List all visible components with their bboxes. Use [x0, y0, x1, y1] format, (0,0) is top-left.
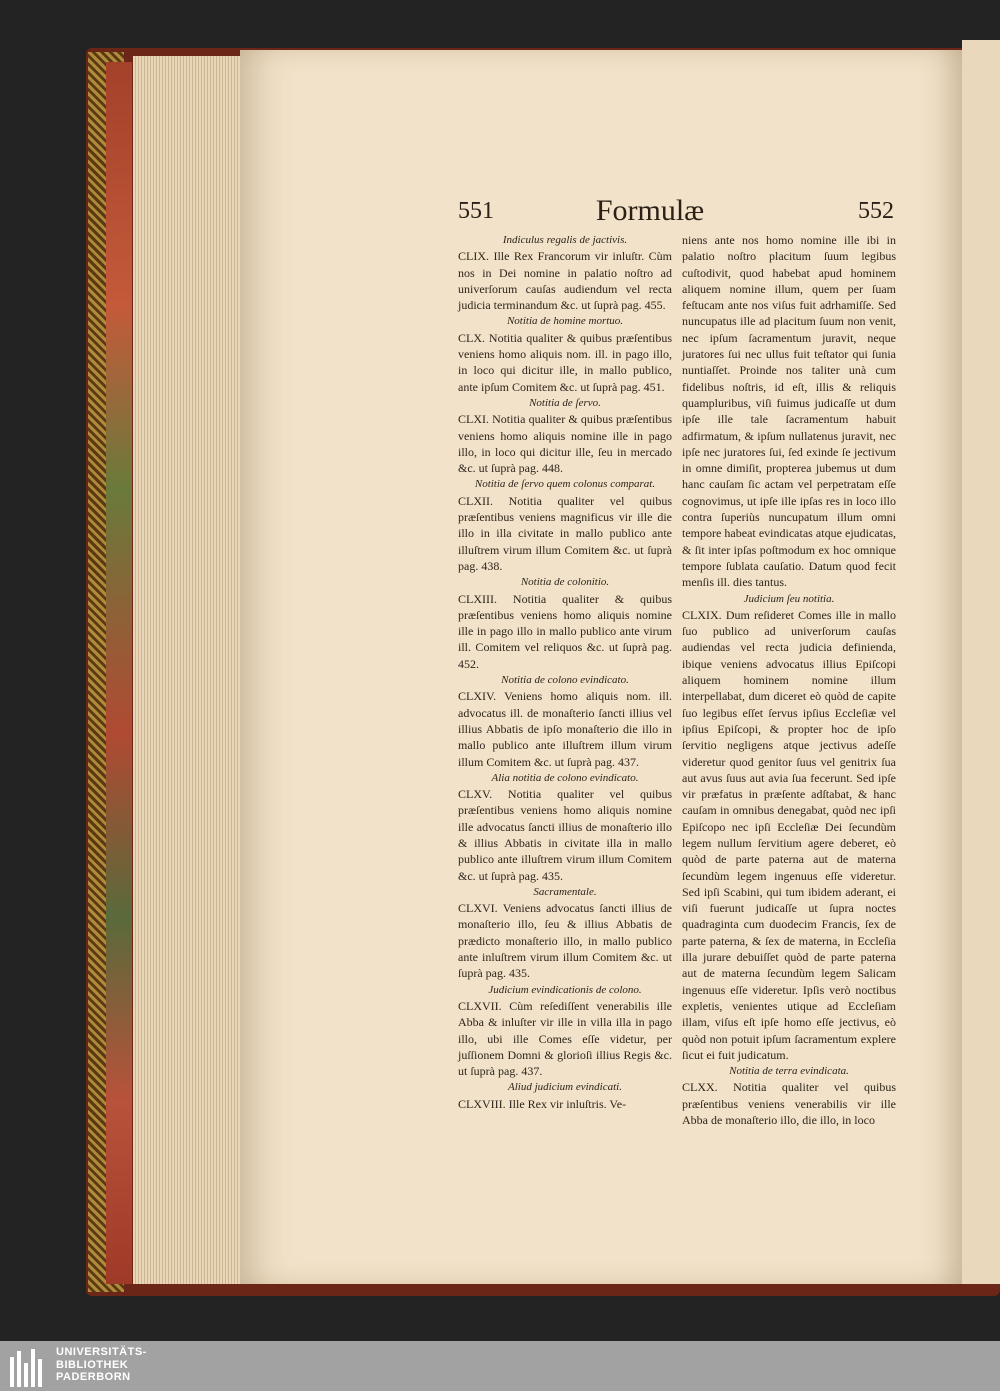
- paragraph: CLXVI. Veniens advocatus ſancti illius de monaſterio illo, ſeu & illius Abbatis de prædicto monaſterio illo, in mallo publico ante inluſtrem virum illum Comitem &c. ut ſuprà pag. 435.: [458, 901, 672, 981]
- paragraph: CLXII. Notitia qualiter vel quibus præſentibus veniens magnificus vir ille die illo in illa civitate in mallo publico ante illuſtrem virum illum Comitem &c. ut ſuprà pag. 438.: [458, 493, 672, 573]
- section-heading: Judicium ſeu notitia.: [743, 592, 835, 605]
- library-name-line1: UNIVERSITÄTS-: [56, 1346, 147, 1358]
- section-heading: Judicium evindicationis de colono.: [488, 983, 642, 996]
- paragraph: CLXIV. Veniens homo aliquis nom. ill. advocatus ill. de monaſterio ſancti illius vel illius Abbatis de ipſo monaſterio die illo in mallo publico ante illuſtrem illum virum illum Comitem &c. ut ſuprà pag. 437.: [458, 689, 672, 769]
- paragraph: CLXX. Notitia qualiter vel quibus præſentibus veniens venerabilis vir ille Abba de monaſterio illo, die illo, in loco: [682, 1080, 896, 1128]
- section-heading: Indiculus regalis de jactivis.: [502, 234, 628, 246]
- section-heading: Aliud judicium evindicati.: [508, 1081, 622, 1094]
- section-heading: Notitia de ſervo.: [529, 396, 601, 409]
- paragraph: CLXI. Notitia qualiter & quibus præſentibus veniens homo aliquis nomine ille in pago illo, in loco qui dicitur ille, ſeu in mercado &c. ut ſuprà pag. 448.: [458, 412, 672, 476]
- running-title: Formulæ: [595, 194, 705, 227]
- right-column: [682, 232, 896, 1128]
- folio-left: 551: [458, 198, 494, 224]
- library-logo-icon: [10, 1347, 50, 1387]
- library-name-line3: PADERBORN: [56, 1371, 131, 1383]
- library-name-line2: BIBLIOTHEK: [56, 1358, 129, 1371]
- folio-right: 552: [858, 198, 894, 224]
- section-heading: Notitia de colono evindicato.: [501, 674, 629, 687]
- paragraph: CLXIII. Notitia qualiter & quibus præſentibus veniens homo aliquis nomine ille in pago illo in mallo publico ante virum ill. Comitem vel reliquos &c. ut ſuprà pag. 452.: [458, 591, 672, 671]
- facing-page-edge: [962, 40, 1000, 1284]
- section-heading: Notitia de homine mortuo.: [506, 315, 624, 328]
- footer-strip: [0, 1341, 1000, 1391]
- section-heading: Sacramentale.: [533, 885, 597, 898]
- paragraph: CLXVII. Cùm reſediſſent venerabilis ille Abba & inluſter vir ille in villa illa in pago illo, ubi ille Comes eſſe videtur, per juſſionem Domni & glorioſi illius Regis &c. ut ſuprà pag. 437.: [458, 998, 672, 1079]
- paragraph: CLIX. Ille Rex Francorum vir inluſtr. Cùm nos in Dei nomine in palatio noſtro ad univerſorum cauſas audiendum vel recta judicia terminandum &c. ut ſuprà pag. 455.: [458, 249, 672, 313]
- paragraph: CLX. Notitia qualiter & quibus præſentibus veniens homo aliquis nom. ill. in pago illo, in loco qui dicitur ille, in mallo publico, ante ipſum Comitem &c. ut ſuprà pag. 451.: [458, 330, 672, 394]
- section-heading: Notitia de terra evindicata.: [729, 1065, 849, 1078]
- paragraph: CLXVIII. Ille Rex vir inluſtris. Ve-: [458, 1096, 627, 1111]
- section-heading: Notitia de ſervo quem colonus comparat.: [474, 478, 656, 491]
- library-name: [56, 1346, 147, 1384]
- section-heading: Alia notitia de colono evindicato.: [491, 771, 639, 784]
- paragraph: niens ante nos homo nomine ille ibi in palatio noſtro placitum ſuum legibus cuſtodivit, quod habebat apud hominem aliquem nomine illum, quem per ſuam feſtucam ante nos viſus fuit adrhamiſſe. Sed nuncupatus ille ad placitum ſuum non venit, nec ipſum ſacramentum juravit, neque juratores ſui nec ullus fuit teſtator qui ſunia nuntiaſſet. Proinde nos taliter unà cum fidelibus noſtris, id eſt, illis & reliquis quampluribus, viſi fuimus judicaſſe ut dum ipſe ille tale ſacramentum habuit adfirmatum, & ipſum nullatenus juravit, nec ipſe nec juratores ſui, ſed exinde ſe jectivum in omne dimiſit, propterea jubemus ut dum hanc cauſam ſic actam vel perpetratam eſſe cognovimus, ut ipſe ille ipſas res in loco illo contra ſuperiùs nuncupatum illum omni tempore habeat evindicatas atque ejudicatas, & ſit inter ipſas poſtmodum ex hoc omnique tempore ſublata cauſatio. Datum quod fecit menſis ill. dies tantus.: [682, 233, 896, 590]
- page-edges: [133, 56, 241, 1284]
- marbled-endpaper: [106, 62, 132, 1284]
- section-heading: Notitia de colonitio.: [520, 576, 610, 589]
- paragraph: CLXV. Notitia qualiter vel quibus præſentibus veniens homo aliquis nomine ille advocatus ſancti illius de monaſterio illo & illius Abbatis in civitate illa in mallo publico ante illuſtrem virum illum Comitem &c. ut ſuprà pag. 435.: [458, 787, 672, 883]
- paragraph: CLXIX. Dum reſideret Comes ille in mallo ſuo publico ad univerſorum cauſas audiendas vel recta judicia definienda, ibique veniens advocatus illius Epiſcopi aliquem hominem nomine illum interpellabat, dum diceret eò quòd de capite ſuo legibus eſſet ſervus ipſius Eccleſiæ vel ipſius Epiſcopi, & propter hoc de ipſo ſervitio negligens atque jectivus adeſſe videretur quod genitor ſuus vel genitrix ſua aut avus ſuus aut avia ſua fecerunt. Sed ipſe vir præfatus in præſente adſtabat, & hanc cauſam in omnibus denegabat, quòd nec ipſi Epiſcopo nec ipſi Eccleſiæ Dei ſecundùm legem nullum ſervitium agere deberet, eò quòd de parte paterna aut de materna ſecundùm legem ingenuus eſſe videretur. Sed ipſi Scabini, qui tum ibidem aderant, ei viſi fuerunt judicaſſe ut ſupra noctes quadraginta cum duodecim Francis, ſex de parte paterna, & ſex de materna, in Eccleſia illa jurare debuiſſet quòd de parte paterna aut de materna ſecundùm legem Salicam ingenuus eſſe videretur. Ipſis verò noctibus expletis, venientes utique ad Eccleſiam illam, viſus eſt ipſe homo eſſe jectivus, eò quòd non potuit ipſum ſacramentum explere ſicut ei fuit judicatum.: [682, 607, 896, 1062]
- left-column: [458, 232, 672, 1112]
